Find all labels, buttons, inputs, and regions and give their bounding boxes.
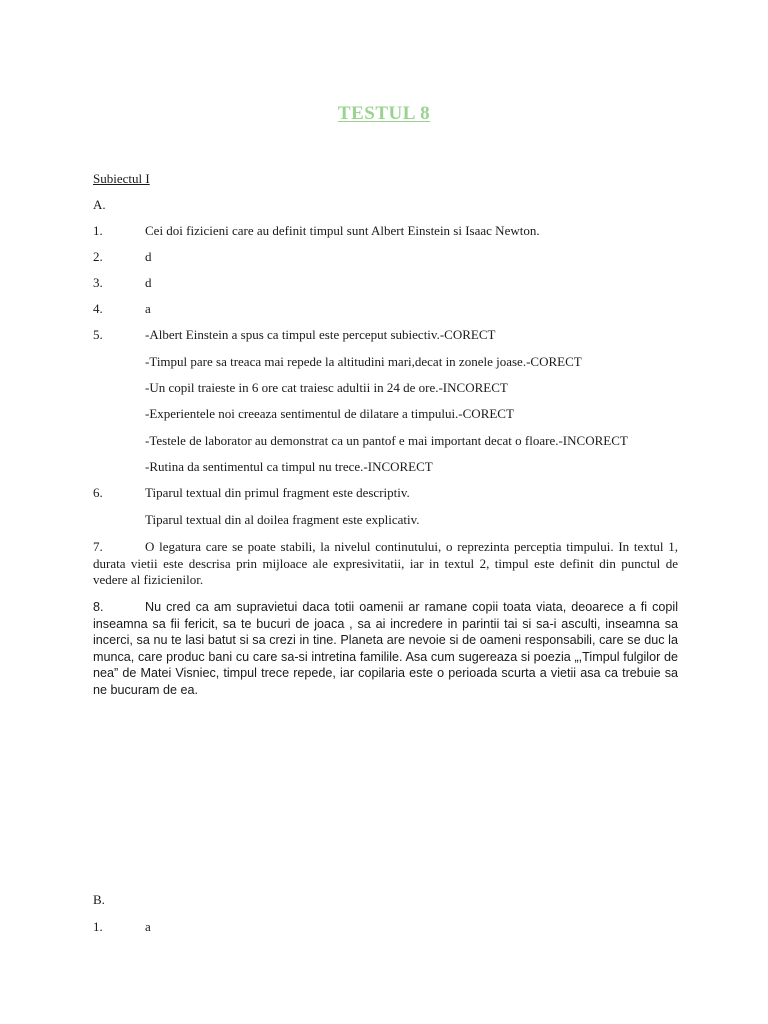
item-5-statement: -Testele de laborator au demonstrat ca un pantof e mai important decat o floare.-INCORECT [145,433,628,448]
item-text: -Albert Einstein a spus ca timpul este perceput subiectiv.-CORECT [145,327,496,342]
section-b-label: B. [93,892,105,907]
item-6-line-1: Tiparul textual din primul fragment este descriptiv. [145,485,410,500]
item-text: Cei doi fizicieni care au definit timpul sunt Albert Einstein si Isaac Newton. [145,223,540,238]
item-number: 6. [93,485,103,500]
subject-heading: Subiectul I [93,171,150,186]
item-6-line-2: Tiparul textual din al doilea fragment este explicativ. [145,512,420,527]
item-5-statement: -Un copil traieste in 6 ore cat traiesc adultii in 24 de ore.-INCORECT [145,380,508,395]
item-number: 1. [93,919,103,934]
item-number: 1. [93,223,103,238]
item-text: a [145,919,151,934]
item-5-statement: -Experientele noi creeaza sentimentul de dilatare a timpului.-CORECT [145,406,514,421]
item-number: 4. [93,301,103,316]
item-7-text: O legatura care se poate stabili, la nivelul continutului, o reprezinta perceptia timpului. In textul 1, durata vietii este descrisa prin mijloace ale expresivitatii, iar in textul 2, timpul este definit din punctul de vedere al fizicienilor. [93,539,678,587]
item-number: 3. [93,275,103,290]
item-text: d [145,249,152,264]
item-number: 7. [93,539,103,554]
item-8-paragraph [93,599,678,698]
item-5-statement: -Rutina da sentimentul ca timpul nu trece.-INCORECT [145,459,433,474]
item-number: 2. [93,249,103,264]
item-text: a [145,301,151,316]
document-title: TESTUL 8 [337,103,431,124]
item-5-statement: -Timpul pare sa treaca mai repede la altitudini mari,decat in zonele joase.-CORECT [145,354,582,369]
item-number: 5. [93,327,103,342]
item-text: d [145,275,152,290]
item-8-text: Nu cred ca am supravietui daca totii oamenii ar ramane copii toata viata, deoarece a fi copil inseamna sa fii fericit, sa te bucuri de joaca , sa ai incredere in parintii tai si sa-i asculti, inseamna sa incerci, sa nu te lasi batut si sa crezi in tine. Planeta are nevoie si de oameni responsabili, care se duc la munca, care produc bani cu care sa-si intretina familile. Asa cum sugereaza si poezia „,Timpul fulgilor de nea” de Matei Visniec, timpul trece repede, iar copilaria este o perioada scurta a vietii asa ca trebuie sa ne bucuram de ea. [93,600,678,697]
section-a-label: A. [93,197,106,212]
item-number: 8. [93,600,104,614]
item-7-paragraph [93,539,678,589]
